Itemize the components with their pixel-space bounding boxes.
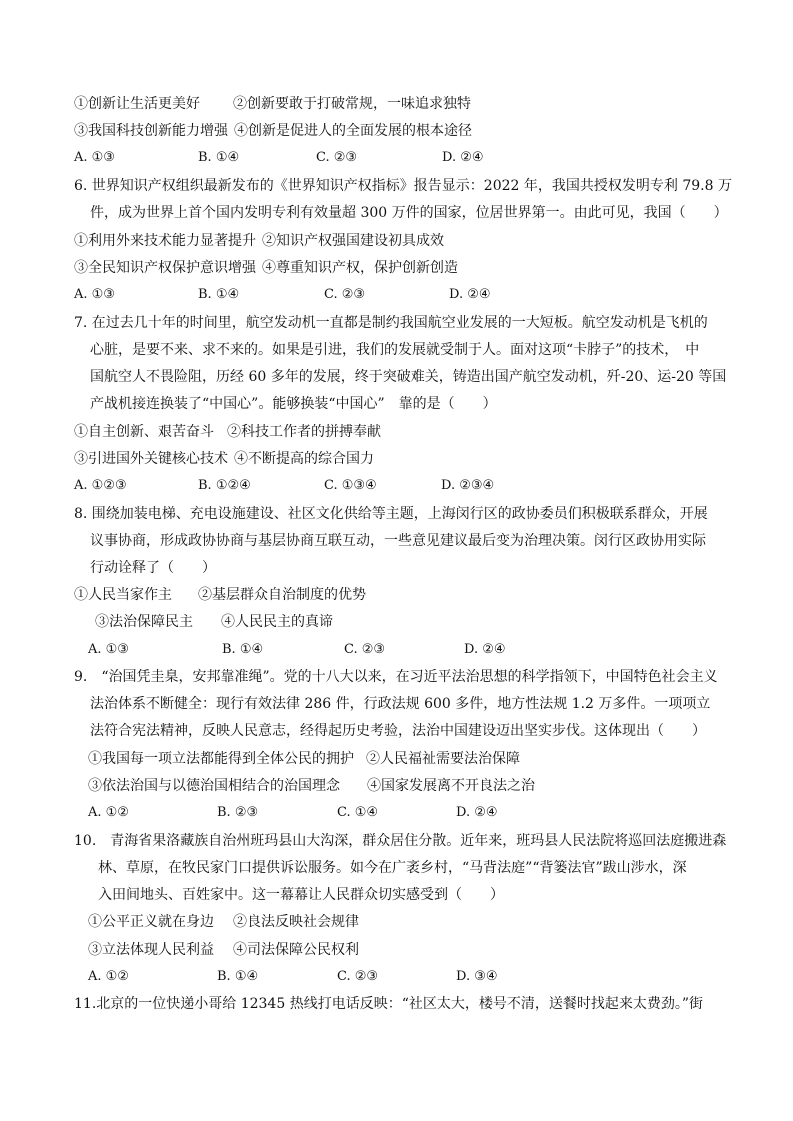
q5-statement-2: ②创新要敢于打破常规，一味追求独特 [233,96,471,112]
q7-option-c: C. ①③④ [324,478,377,493]
q9-stem-line-1: 9. “治国凭圭臬，安邦靠准绳”。党的十八大以来，在习近平法治思想的科学指领下，中国特色社会主义 [74,669,718,685]
q10-statement-1: ①公平正义就在身边 [88,914,214,930]
q9-stem-line-2: 法治体系不断健全：现行有效法律 286 件，行政法规 600 多件，地方性法规 1.2 万多件。一项项立 [90,696,711,712]
q10-option-b: B. ①④ [217,969,259,984]
q9-statement-1: ①我国每一项立法都能得到全体公民的拥护 [88,751,354,767]
q10-option-c: C. ②③ [337,969,379,984]
q10-option-a: A. ①② [88,969,129,984]
q8-stem-line-2: 议事协商，形成政协协商与基层协商互联互动，一些意见建议最后变为治理决策。闵行区政协用实际 [90,533,706,549]
q7-option-a: A. ①②③ [74,478,127,493]
q6-option-d: D. ②④ [449,287,491,302]
q7-stem-line-3: 国航空人不畏险阻，历经 60 多年的发展，终于突破难关，铸造出国产航空发动机，歼-20、运-20 等国 [90,369,727,385]
q10-stem-line-2: 林、草原，在牧民家门口提供诉讼服务。如今在广袤乡村，“马背法庭”“背篓法官”跋山涉水，深 [98,860,687,876]
q8-stem-line-1: 8. 围绕加装电梯、充电设施建设、社区文化供给等主题，上海闵行区的政协委员们积极联系群众，开展 [74,506,708,522]
q5-option-b: B. ①④ [198,150,240,165]
q5-option-c: C. ②③ [316,150,358,165]
q7-statement-3: ③引进国外关键核心技术 [74,451,228,467]
q5-statement-1: ①创新让生活更美好 [74,96,200,112]
q5-option-a: A. ①③ [74,150,115,165]
q7-option-d: D. ②③④ [441,478,495,493]
q6-option-c: C. ②③ [324,287,366,302]
q11-stem-line-1: 11.北京的一位快递小哥给 12345 热线打电话反映：“社区太大，楼号不清，送餐时找起来太费劲。”街 [74,996,704,1012]
q10-statement-2: ②良法反映社会规律 [233,914,359,930]
q6-stem-line-2: 件，成为世界上首个国内发明专利有效量超 300 万件的国家，位居世界第一。由此可见，我国（ ） [90,205,728,221]
q6-statement-2: ②知识产权强国建设初具成效 [262,233,444,249]
q9-option-c: C. ①④ [337,805,379,820]
q5-option-d: D. ②④ [442,150,484,165]
q8-option-b: B. ①④ [222,642,264,657]
q10-option-d: D. ③④ [456,969,498,984]
q5-statement-3: ③我国科技创新能力增强 [74,123,228,139]
q5-statement-4: ④创新是促进人的全面发展的根本途径 [234,123,472,139]
q10-statement-4: ④司法保障公民权利 [233,942,359,958]
q7-stem-line-4: 产战机接连换装了“中国心”。能够换装“中国心” 靠的是（ ） [90,396,497,412]
q6-option-b: B. ①④ [198,287,240,302]
q9-option-b: B. ②③ [217,805,259,820]
q7-stem-line-2: 心脏，是要不来、求不来的。如果是引进，我们的发展就受制于人。面对这项“卡脖子”的技术， 中 [90,342,700,358]
q8-option-d: D. ②④ [464,642,506,657]
q8-statement-4: ④人民民主的真谛 [221,614,333,630]
q9-option-d: D. ②④ [456,805,498,820]
q8-option-a: A. ①③ [88,642,129,657]
q10-stem-line-1: 10. 青海省果洛藏族自治州班玛县山大沟深，群众居住分散。近年来，班玛县人民法院将巡回法庭搬进森 [74,833,727,849]
q9-option-a: A. ①② [88,805,129,820]
q10-statement-3: ③立法体现人民利益 [88,942,214,958]
q9-statement-2: ②人民福祉需要法治保障 [366,751,520,767]
q6-option-a: A. ①③ [74,287,115,302]
q9-statement-4: ④国家发展离不开良法之治 [367,778,535,794]
q9-statement-3: ③依法治国与以德治国相结合的治国理念 [88,778,340,794]
q8-statement-3: ③法治保障民主 [95,614,193,630]
q7-statement-2: ②科技工作者的拼搏奉献 [227,424,381,440]
q7-option-b: B. ①②④ [198,478,251,493]
q6-statement-1: ①利用外来技术能力显著提升 [74,233,256,249]
q6-statement-3: ③全民知识产权保护意识增强 [74,260,256,276]
q8-stem-line-3: 行动诠释了（ ） [90,560,216,576]
q7-stem-line-1: 7. 在过去几十年的时间里，航空发动机一直都是制约我国航空业发展的一大短板。航空发动机是飞机的 [74,315,708,331]
q8-statement-2: ②基层群众自治制度的优势 [198,587,366,603]
q10-stem-line-3: 入田间地头、百姓家中。这一幕幕让人民群众切实感受到（ ） [98,887,504,903]
q6-stem-line-1: 6. 世界知识产权组织最新发布的《世界知识产权指标》报告显示：2022 年，我国共授权发明专利 79.8 万 [74,178,732,194]
q6-statement-4: ④尊重知识产权，保护创新创造 [262,260,458,276]
q8-option-c: C. ②③ [344,642,386,657]
q7-statement-4: ④不断提高的综合国力 [234,451,374,467]
q7-statement-1: ①自主创新、艰苦奋斗 [74,424,214,440]
q9-stem-line-3: 法符合宪法精神，反映人民意志，经得起历史考验，法治中国建设迈出坚实步伐。这体现出（ ） [90,723,706,739]
q8-statement-1: ①人民当家作主 [74,587,172,603]
